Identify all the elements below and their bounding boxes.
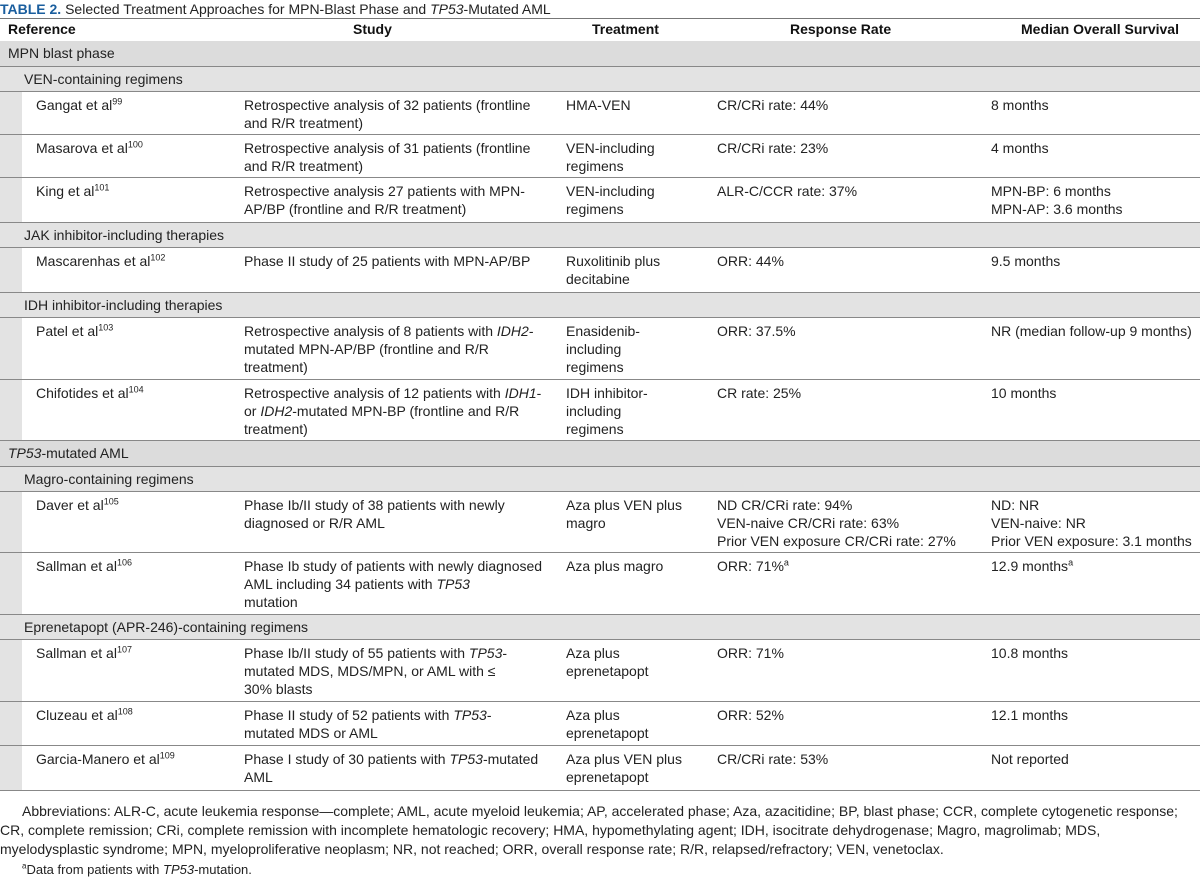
subsection-label: Eprenetapopt (APR-246)-containing regimens	[24, 619, 309, 635]
cell-response: CR rate: 25%	[717, 385, 802, 401]
subsection-jak	[0, 223, 1200, 248]
table-row	[0, 135, 1200, 178]
section-tp53-aml	[0, 441, 1200, 467]
cell-treatment: HMA-VEN	[566, 97, 631, 113]
cell-reference: Mascarenhas et $al^{102}$	[36, 252, 166, 269]
subsection-label: IDH inhibitor-including therapies	[24, 297, 223, 313]
title-gene: TP53	[430, 1, 464, 17]
cell-response: ORR: 44%	[717, 253, 784, 269]
cell-survival: 12.1 months	[991, 707, 1069, 723]
cell-response: ALR-C/CCR rate: 37%	[717, 183, 858, 199]
table-row	[0, 553, 1200, 615]
cell-treatment: VEN-including regimens	[566, 183, 655, 217]
table-row	[0, 492, 1200, 553]
footnote: $^a$Data from patients with TP53-mutation.	[22, 861, 252, 877]
cell-reference: Sallman et $al^{106}$	[36, 557, 132, 574]
cell-survival: NR (median follow-up 9 months)	[991, 323, 1192, 339]
table-row	[0, 380, 1200, 441]
cell-reference: Cluzeau et $al^{108}$	[36, 706, 133, 723]
cell-study: Retrospective analysis of 8 patients with IDH2- mutated MPN-AP/BP (frontline and R/R treatment)	[244, 323, 534, 375]
subsection-magro	[0, 467, 1200, 492]
cell-response: ORR: 71%	[717, 645, 784, 661]
cell-treatment: Enasidenib- including regimens	[566, 323, 640, 375]
table-row	[0, 640, 1200, 702]
subsection-eprenetapopt	[0, 615, 1200, 640]
cell-study: Phase II study of 25 patients with MPN-AP/BP	[244, 253, 531, 269]
cell-treatment: VEN-including regimens	[566, 140, 655, 174]
cell-survival: 4 months	[991, 140, 1049, 156]
table-label: TABLE 2.	[0, 1, 62, 17]
section-mpn-blast-phase	[0, 41, 1200, 67]
cell-reference: Gangat et $al^{99}$	[36, 96, 123, 113]
cell-response: ORR: 52%	[717, 707, 784, 723]
cell-response: ORR: 37.5%	[717, 323, 796, 339]
cell-survival: MPN-BP: 6 months MPN-AP: 3.6 months	[991, 183, 1123, 217]
cell-response: CR/CRi rate: 44%	[717, 97, 829, 113]
header-treatment: Treatment	[592, 21, 659, 37]
cell-survival: 12.9 months$^a$	[991, 557, 1074, 574]
cell-study: Retrospective analysis of 31 patients (frontline and R/R treatment)	[244, 140, 531, 174]
cell-reference: Daver et $al^{105}$	[36, 496, 119, 513]
title-text: Selected Treatment Approaches for MPN-Blast Phase and	[65, 1, 431, 17]
cell-survival: Not reported	[991, 751, 1069, 767]
section-label: TP53-mutated AML	[8, 445, 129, 461]
subsection-idh	[0, 293, 1200, 318]
header-study: Study	[353, 21, 392, 37]
title-text-end: -Mutated AML	[463, 1, 551, 17]
cell-survival: 8 months	[991, 97, 1049, 113]
subsection-label: JAK inhibitor-including therapies	[24, 227, 224, 243]
cell-reference: Patel et $al^{103}$	[36, 322, 114, 339]
header-response-rate: Response Rate	[790, 21, 892, 37]
cell-treatment: IDH inhibitor- including regimens	[566, 385, 648, 437]
cell-treatment: Aza plus magro	[566, 558, 664, 574]
cell-response: CR/CRi rate: 23%	[717, 140, 829, 156]
cell-study: Retrospective analysis of 32 patients (frontline and R/R treatment)	[244, 97, 531, 131]
subsection-label: VEN-containing regimens	[24, 71, 183, 87]
cell-treatment: Aza plus VEN plus eprenetapopt	[566, 751, 682, 785]
table-row	[0, 92, 1200, 135]
subsection-ven	[0, 67, 1200, 92]
cell-study: Phase Ib/II study of 38 patients with newly diagnosed or R/R AML	[244, 497, 505, 531]
cell-survival: 10.8 months	[991, 645, 1069, 661]
subsection-label: Magro-containing regimens	[24, 471, 194, 487]
header-median-os: Median Overall Survival	[1021, 21, 1179, 37]
cell-reference: Sallman et $al^{107}$	[36, 644, 132, 661]
cell-treatment: Ruxolitinib plus decitabine	[566, 253, 661, 287]
cell-study: Phase Ib/II study of 55 patients with TP53- mutated MDS, MDS/MPN, or AML with ≤ 30% blasts	[244, 645, 508, 697]
table-row	[0, 248, 1200, 293]
table-title	[0, 0, 551, 18]
cell-study: Phase II study of 52 patients with TP53- mutated MDS or AML	[244, 707, 492, 741]
cell-survival: ND: NR VEN-naive: NR Prior VEN exposure: 3.1 months	[991, 497, 1192, 549]
cell-study: Retrospective analysis 27 patients with MPN- AP/BP (frontline and R/R treatment)	[244, 183, 525, 217]
section-label: MPN blast phase	[8, 45, 115, 61]
cell-survival: 9.5 months	[991, 253, 1061, 269]
cell-study: Retrospective analysis of 12 patients with IDH1- or IDH2-mutated MPN-BP (frontline and R/R treatment)	[244, 385, 542, 437]
table-row	[0, 318, 1200, 380]
abbreviations-note: Abbreviations: ALR-C, acute leukemia response—complete; AML, acute myeloid leukemia; AP, accelerated phase; Aza, azacitidine; BP, blast phase; CCR, complete cytogenetic response; CR, complete remission; CRi, complete remission with incomplete hematologic recovery; HMA, hypomethylating agent; IDH, isocitrate dehydrogenase; Magro, magrolimab; MDS, myelodysplastic syndrome; MPN, myeloproliferative neoplasm; NR, not reached; ORR, overall response rate; R/R, relapsed/refractory; VEN, venetoclax.	[0, 803, 1178, 857]
cell-reference: Chifotides et $al^{104}$	[36, 384, 144, 401]
cell-treatment: Aza plus eprenetapopt	[566, 645, 649, 679]
cell-reference: Garcia-Manero et $al^{109}$	[36, 750, 175, 767]
cell-treatment: Aza plus eprenetapopt	[566, 707, 649, 741]
cell-survival: 10 months	[991, 385, 1057, 401]
cell-treatment: Aza plus VEN plus magro	[566, 497, 682, 531]
table-row	[0, 746, 1200, 791]
cell-response: ND CR/CRi rate: 94% VEN-naive CR/CRi rate: 63% Prior VEN exposure CR/CRi rate: 27%	[717, 497, 956, 549]
header-reference: Reference	[8, 21, 76, 37]
table-header	[0, 18, 1200, 42]
cell-response: ORR: 71%$^a$	[717, 557, 789, 574]
cell-reference: King et $al^{101}$	[36, 182, 110, 199]
cell-study: Phase I study of 30 patients with TP53-mutated AML	[244, 751, 539, 785]
cell-response: CR/CRi rate: 53%	[717, 751, 829, 767]
cell-reference: Masarova et $al^{100}$	[36, 139, 143, 156]
cell-study: Phase Ib study of patients with newly diagnosed AML including 34 patients with TP53 mutation	[244, 558, 543, 610]
table-row	[0, 702, 1200, 746]
table-row	[0, 178, 1200, 223]
